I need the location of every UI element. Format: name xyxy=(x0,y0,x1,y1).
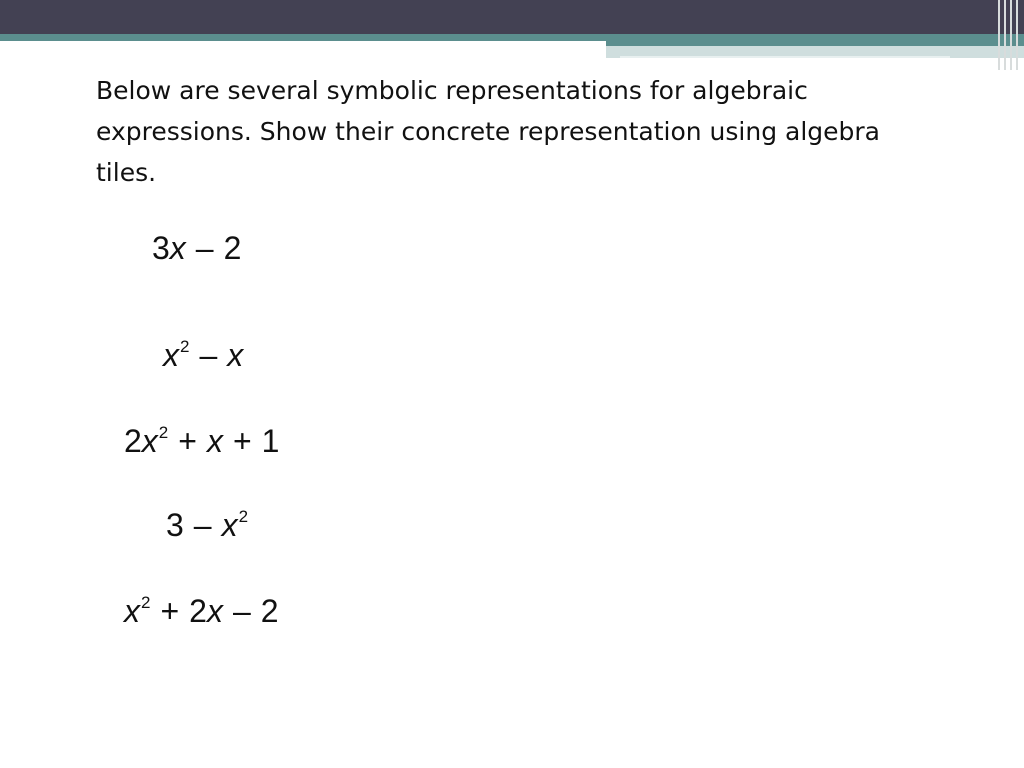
header-band-dark xyxy=(0,0,1024,34)
variable: x xyxy=(163,337,179,373)
exponent: 2 xyxy=(141,593,151,612)
exponent: 2 xyxy=(180,337,190,356)
header-white-tab xyxy=(0,41,606,51)
expression-5 xyxy=(124,594,279,627)
variable: x xyxy=(221,507,238,543)
variable: x xyxy=(227,337,244,373)
operator: – xyxy=(199,337,218,373)
variable: x xyxy=(124,593,140,629)
constant: 2 xyxy=(223,230,242,266)
variable: x xyxy=(206,593,223,629)
operator: + xyxy=(160,593,180,629)
expression-4 xyxy=(166,508,248,541)
constant: 1 xyxy=(261,423,280,459)
header-corner-lines xyxy=(994,0,1024,70)
operator: + xyxy=(178,423,197,459)
operator: – xyxy=(195,230,214,266)
instructions-text: Below are several symbolic representations for algebraic expressions. Show their concrete representation using algebra tiles. xyxy=(96,76,880,187)
exponent: 2 xyxy=(238,507,249,526)
operator: – xyxy=(193,507,212,543)
exponent: 2 xyxy=(158,423,169,442)
expression-2 xyxy=(163,338,243,371)
variable: x xyxy=(206,423,223,459)
coefficient: 3 xyxy=(152,230,170,266)
constant: 2 xyxy=(260,593,279,629)
expression-3 xyxy=(124,424,279,457)
variable: x xyxy=(141,423,158,459)
coefficient: 2 xyxy=(189,593,207,629)
coefficient: 2 xyxy=(124,423,142,459)
expression-1 xyxy=(152,232,241,264)
constant: 3 xyxy=(166,507,184,543)
header-right-line xyxy=(620,56,950,58)
variable: x xyxy=(169,230,186,266)
operator: + xyxy=(232,423,252,459)
operator: – xyxy=(232,593,251,629)
